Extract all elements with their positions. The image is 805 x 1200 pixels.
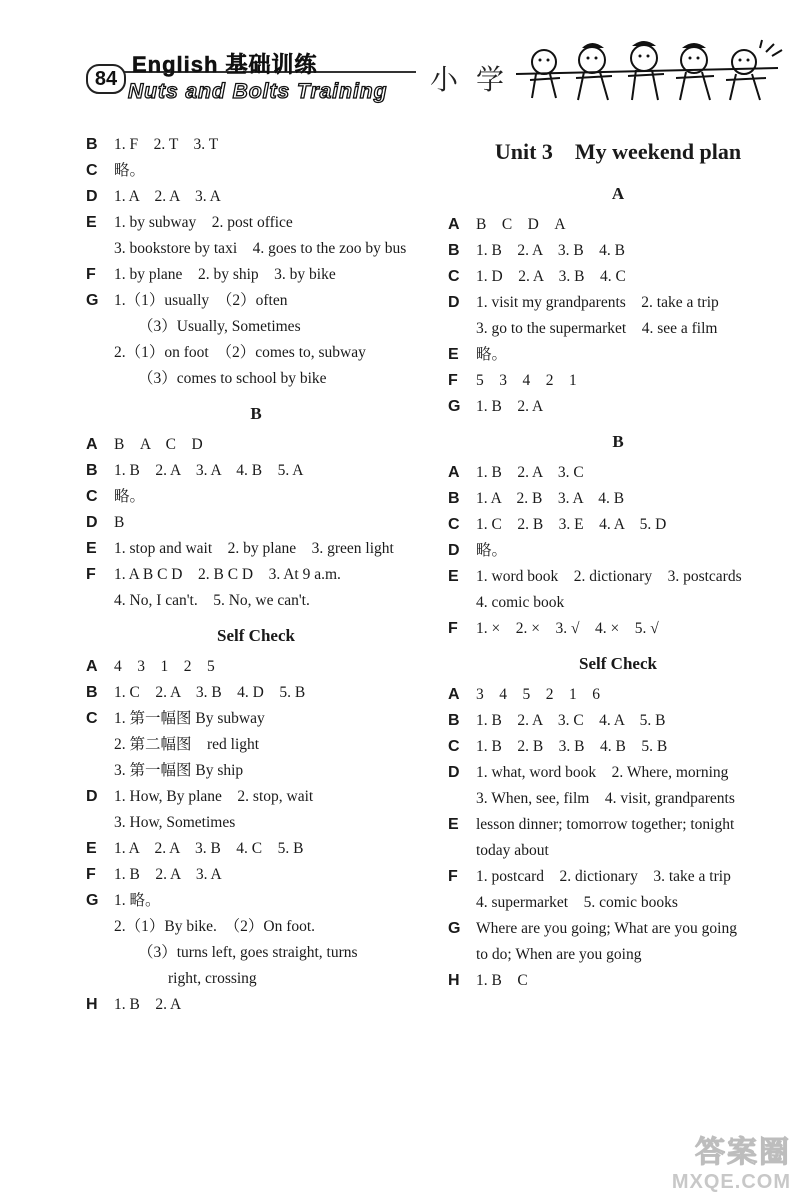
- answer-text: 略。: [476, 542, 508, 559]
- question-label: B: [448, 490, 460, 507]
- answer-text: 1. 略。: [114, 892, 161, 909]
- answer-text: 1. × 2. × 3. √ 4. × 5. √: [476, 620, 659, 637]
- answer-text: 1. B 2. A 3. A 4. B 5. A: [114, 462, 304, 479]
- answer-row: [86, 654, 426, 680]
- answer-row: [448, 786, 788, 812]
- answer-text: 1. F 2. T 3. T: [114, 136, 219, 153]
- answer-row: [448, 708, 788, 734]
- answer-text: 略。: [114, 162, 146, 179]
- section-a-heading: A: [611, 184, 625, 203]
- answer-text: 1. B 2. A 3. C: [476, 464, 584, 481]
- section-b-heading: B: [612, 432, 624, 451]
- answer-text: 1. A 2. B 3. A 4. B: [476, 490, 625, 507]
- answer-row: [86, 836, 426, 862]
- unit3-section-b-answers: [448, 460, 788, 642]
- answer-text: 5 3 4 2 1: [476, 372, 577, 389]
- question-label: B: [86, 462, 98, 479]
- question-label: B: [86, 684, 98, 701]
- answer-text: 1. postcard 2. dictionary 3. take a trip: [476, 868, 731, 885]
- right-column: [448, 132, 788, 994]
- question-label: C: [448, 268, 460, 285]
- unit3-self-check-answers: [448, 682, 788, 994]
- answer-text: 1. A B C D 2. B C D 3. At 9 a.m.: [114, 566, 341, 583]
- answer-text: 4. supermarket 5. comic books: [476, 894, 678, 911]
- watermark: [672, 1127, 791, 1194]
- answer-text: 1. C 2. B 3. E 4. A 5. D: [476, 516, 667, 533]
- question-label: A: [448, 464, 460, 481]
- answer-text: 1. B C: [476, 972, 528, 989]
- answer-text: 1. stop and wait 2. by plane 3. green light: [114, 540, 394, 557]
- answer-row: [448, 916, 788, 942]
- answer-row: [86, 810, 426, 836]
- question-label: F: [86, 866, 96, 883]
- answer-text: to do; When are you going: [476, 946, 642, 963]
- answer-row: [86, 236, 426, 262]
- answer-row: [448, 512, 788, 538]
- answer-row: [448, 264, 788, 290]
- answer-text: （3）Usually, Sometimes: [138, 318, 301, 335]
- answer-text: 1. B 2. A 3. C 4. A 5. B: [476, 712, 666, 729]
- answer-row: [448, 486, 788, 512]
- unit-title: Unit 3 My weekend plan: [494, 139, 742, 164]
- question-label: G: [448, 398, 461, 415]
- answer-row: [448, 564, 788, 590]
- answer-text: 1. by subway 2. post office: [114, 214, 293, 231]
- question-label: H: [448, 972, 460, 989]
- watermark-logo: 答案圈: [695, 1136, 791, 1169]
- question-label: A: [448, 216, 460, 233]
- answer-row: [448, 590, 788, 616]
- answer-row: [86, 862, 426, 888]
- answer-text: 2.（1）By bike. （2）On foot.: [114, 918, 316, 935]
- answer-row: [448, 616, 788, 642]
- answer-text: 1. C 2. A 3. B 4. D 5. B: [114, 684, 306, 701]
- question-label: H: [86, 996, 98, 1013]
- answer-row: [86, 536, 426, 562]
- answer-row: [86, 940, 426, 966]
- question-label: C: [448, 738, 460, 755]
- self-check-heading: Self Check: [217, 626, 295, 645]
- question-label: A: [448, 686, 460, 703]
- answer-row: [86, 132, 426, 158]
- answer-row: [86, 510, 426, 536]
- series-title: English 基础训练: [132, 52, 318, 77]
- answer-row: [448, 760, 788, 786]
- answer-row: [86, 732, 426, 758]
- answer-text: 1. B 2. A 3. A: [114, 866, 222, 883]
- answer-row: [86, 758, 426, 784]
- answer-text: 3 4 5 2 1 6: [476, 686, 601, 703]
- answer-row: [86, 314, 426, 340]
- question-label: A: [86, 658, 98, 675]
- answer-row: [86, 484, 426, 510]
- answer-text: B C D A: [476, 216, 566, 233]
- answer-text: 1. B 2. A: [476, 398, 544, 415]
- answer-row: [86, 288, 426, 314]
- answer-text: 略。: [476, 346, 508, 363]
- answer-text: 2.（1）on foot （2）comes to, subway: [114, 344, 366, 361]
- page-header: [0, 0, 805, 120]
- question-label: F: [86, 266, 96, 283]
- answer-text: 2. 第二幅图 red light: [114, 736, 260, 753]
- question-label: D: [86, 788, 98, 805]
- answer-row: [448, 812, 788, 838]
- question-label: E: [448, 568, 459, 585]
- question-label: E: [448, 816, 459, 833]
- answer-text: 3. How, Sometimes: [114, 814, 236, 831]
- question-label: F: [448, 620, 458, 637]
- question-label: D: [448, 542, 460, 559]
- watermark-url: MXQE.COM: [671, 1171, 791, 1193]
- answer-row: [448, 890, 788, 916]
- question-label: F: [86, 566, 96, 583]
- answer-text: today about: [476, 842, 549, 859]
- question-label: D: [448, 294, 460, 311]
- question-label: B: [448, 712, 460, 729]
- answer-row: [86, 966, 426, 992]
- answer-text: B: [114, 514, 125, 531]
- question-label: F: [448, 372, 458, 389]
- unit2-section-b-answers: [86, 432, 426, 614]
- answer-text: 1. B 2. B 3. B 4. B 5. B: [476, 738, 668, 755]
- answer-row: [86, 210, 426, 236]
- left-column: [86, 132, 426, 1018]
- question-label: G: [86, 292, 99, 309]
- answer-text: lesson dinner; tomorrow together; tonight: [476, 816, 735, 833]
- question-label: C: [86, 162, 98, 179]
- answer-row: [448, 460, 788, 486]
- question-label: A: [86, 436, 98, 453]
- answer-text: 1. B 2. A: [114, 996, 182, 1013]
- question-label: G: [86, 892, 99, 909]
- question-label: E: [86, 214, 97, 231]
- answer-row: [86, 184, 426, 210]
- answer-text: 3. bookstore by taxi 4. goes to the zoo by bus: [114, 240, 407, 257]
- question-label: D: [86, 188, 98, 205]
- answer-row: [86, 706, 426, 732]
- answer-row: [86, 914, 426, 940]
- answer-text: right, crossing: [168, 970, 257, 987]
- answer-text: 4. comic book: [476, 594, 565, 611]
- answer-text: 3. When, see, film 4. visit, grandparents: [476, 790, 735, 807]
- question-label: C: [448, 516, 460, 533]
- answer-row: [86, 588, 426, 614]
- answer-row: [86, 784, 426, 810]
- answer-text: 4. No, I can't. 5. No, we can't.: [114, 592, 310, 609]
- answer-text: 1.（1）usually （2）often: [114, 292, 288, 309]
- question-label: E: [86, 540, 97, 557]
- self-check-heading: Self Check: [579, 654, 657, 673]
- question-label: G: [448, 920, 461, 937]
- answer-text: 1. A 2. A 3. A: [114, 188, 221, 205]
- series-subtitle: Nuts and Bolts Training: [128, 80, 388, 103]
- unit2-part-a-answers: [86, 132, 426, 392]
- answer-row: [448, 734, 788, 760]
- answer-row: [86, 680, 426, 706]
- answer-row: [86, 340, 426, 366]
- answer-text: （3）turns left, goes straight, turns: [138, 944, 358, 961]
- answer-row: [86, 562, 426, 588]
- answer-row: [448, 394, 788, 420]
- answer-row: [448, 342, 788, 368]
- answer-text: （3）comes to school by bike: [138, 370, 327, 387]
- answer-row: [86, 458, 426, 484]
- answer-text: 1. B 2. A 3. B 4. B: [476, 242, 625, 259]
- answer-text: 3. go to the supermarket 4. see a film: [476, 320, 718, 337]
- answer-row: [448, 682, 788, 708]
- answer-row: [448, 864, 788, 890]
- question-label: C: [86, 710, 98, 727]
- question-label: B: [448, 242, 460, 259]
- tug-of-war-illustration-icon: [516, 38, 784, 106]
- answer-text: 1. what, word book 2. Where, morning: [476, 764, 729, 781]
- answer-text: Where are you going; What are you going: [476, 920, 737, 937]
- answer-row: [448, 838, 788, 864]
- answer-row: [86, 366, 426, 392]
- answer-row: [448, 942, 788, 968]
- answer-text: B A C D: [114, 436, 203, 453]
- answer-row: [448, 368, 788, 394]
- answer-row: [448, 238, 788, 264]
- answer-row: [448, 290, 788, 316]
- answer-text: 4 3 1 2 5: [114, 658, 215, 675]
- unit3-section-a-answers: [448, 212, 788, 420]
- answer-row: [448, 212, 788, 238]
- answer-row: [448, 538, 788, 564]
- answer-text: 略。: [114, 488, 146, 505]
- question-label: E: [86, 840, 97, 857]
- answer-text: 3. 第一幅图 By ship: [114, 762, 244, 779]
- answer-text: 1. 第一幅图 By subway: [114, 710, 265, 727]
- answer-text: 1. visit my grandparents 2. take a trip: [476, 294, 719, 311]
- question-label: E: [448, 346, 459, 363]
- page-number: 84: [86, 64, 126, 94]
- question-label: F: [448, 868, 458, 885]
- answer-text: 1. A 2. A 3. B 4. C 5. B: [114, 840, 304, 857]
- question-label: D: [448, 764, 460, 781]
- answer-row: [448, 968, 788, 994]
- answer-row: [86, 158, 426, 184]
- answer-row: [86, 262, 426, 288]
- answer-text: 1. word book 2. dictionary 3. postcards: [476, 568, 742, 585]
- answer-row: [86, 888, 426, 914]
- question-label: B: [86, 136, 98, 153]
- answer-text: 1. by plane 2. by ship 3. by bike: [114, 266, 336, 283]
- answer-row: [86, 432, 426, 458]
- question-label: D: [86, 514, 98, 531]
- unit2-self-check-answers: [86, 654, 426, 1018]
- question-label: C: [86, 488, 98, 505]
- answer-text: 1. D 2. A 3. B 4. C: [476, 268, 626, 285]
- section-b-heading: B: [250, 404, 262, 423]
- answer-row: [448, 316, 788, 342]
- grade-label: 小学: [430, 63, 523, 96]
- answer-text: 1. How, By plane 2. stop, wait: [114, 788, 314, 805]
- answer-row: [86, 992, 426, 1018]
